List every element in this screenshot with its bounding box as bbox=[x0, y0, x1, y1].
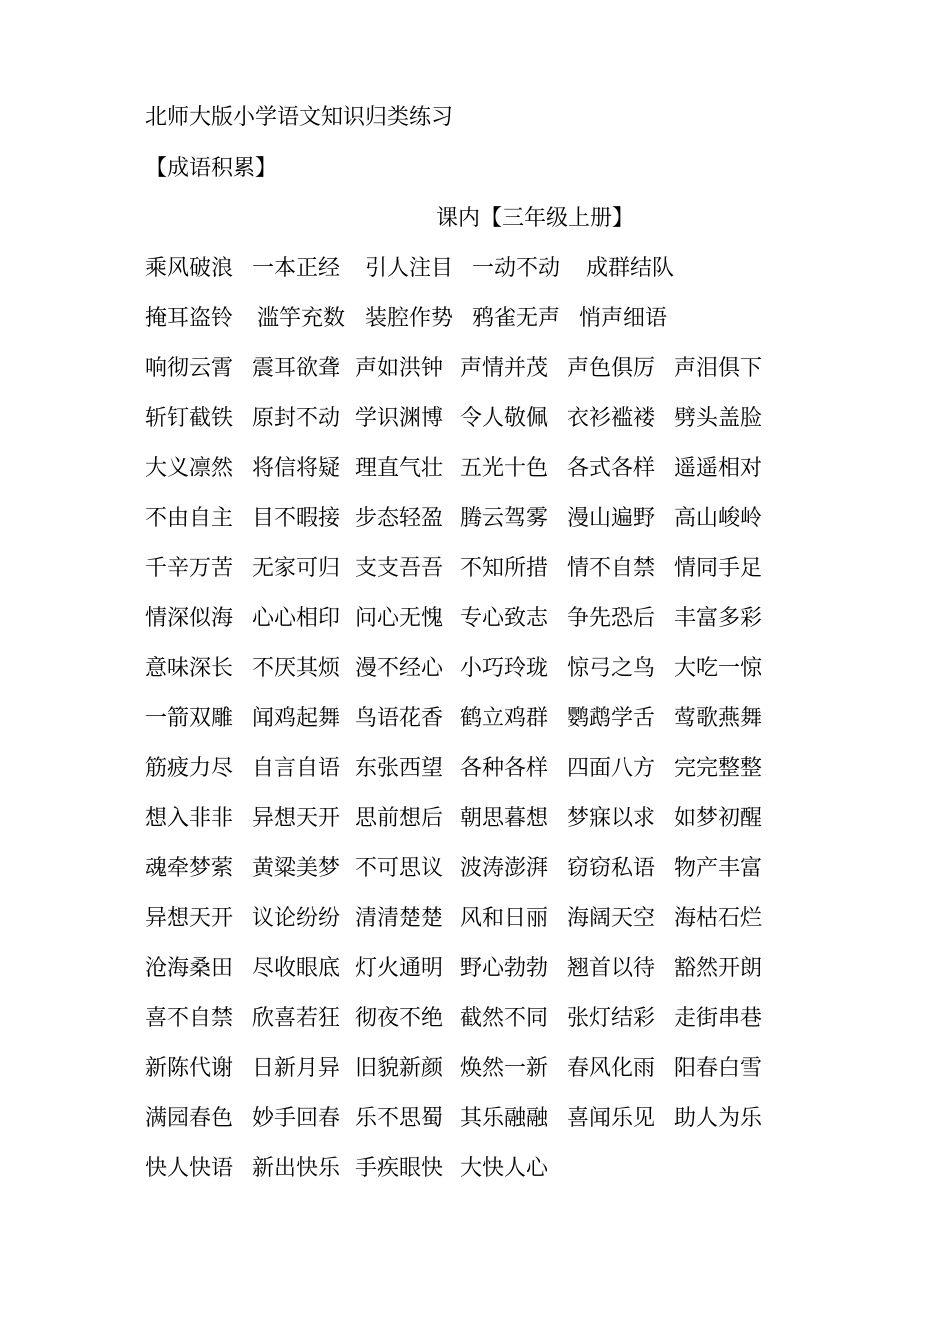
idiom-item: 喜不自禁 bbox=[145, 1006, 234, 1031]
idiom-item: 目不暇接 bbox=[252, 506, 341, 531]
idiom-item: 焕然一新 bbox=[460, 1056, 549, 1081]
idiom-item: 争先恐后 bbox=[567, 606, 656, 631]
idiom-item: 响彻云霄 bbox=[145, 356, 234, 381]
idiom-item: 梦寐以求 bbox=[567, 806, 656, 831]
idiom-row bbox=[145, 954, 825, 1004]
idiom-item: 腾云驾雾 bbox=[460, 506, 549, 531]
idiom-item: 令人敬佩 bbox=[460, 406, 549, 431]
idiom-list bbox=[145, 254, 825, 1204]
idiom-item: 其乐融融 bbox=[460, 1106, 549, 1131]
idiom-item: 大快人心 bbox=[460, 1156, 549, 1181]
idiom-row bbox=[145, 454, 825, 504]
idiom-item: 新陈代谢 bbox=[145, 1056, 234, 1081]
idiom-row bbox=[145, 1004, 825, 1054]
idiom-item: 豁然开朗 bbox=[674, 956, 763, 981]
idiom-item: 快人快语 bbox=[145, 1156, 234, 1181]
idiom-row bbox=[145, 804, 825, 854]
idiom-item: 声色俱厉 bbox=[567, 356, 656, 381]
idiom-item: 声情并茂 bbox=[460, 356, 549, 381]
idiom-item: 引人注目 bbox=[365, 256, 454, 281]
idiom-item: 尽收眼底 bbox=[252, 956, 341, 981]
idiom-item: 魂牵梦萦 bbox=[145, 856, 234, 881]
idiom-item: 小巧玲珑 bbox=[460, 656, 549, 681]
idiom-item: 掩耳盗铃 bbox=[145, 306, 234, 331]
idiom-item: 原封不动 bbox=[252, 406, 341, 431]
idiom-item: 斩钉截铁 bbox=[145, 406, 234, 431]
idiom-row bbox=[145, 304, 825, 354]
idiom-item: 不厌其烦 bbox=[252, 656, 341, 681]
idiom-item: 议论纷纷 bbox=[252, 906, 341, 931]
idiom-item: 异想天开 bbox=[252, 806, 341, 831]
idiom-item: 大义凛然 bbox=[145, 456, 234, 481]
idiom-item: 想入非非 bbox=[145, 806, 234, 831]
idiom-item: 清清楚楚 bbox=[355, 906, 444, 931]
idiom-item: 截然不同 bbox=[460, 1006, 549, 1031]
idiom-item: 新出快乐 bbox=[252, 1156, 341, 1181]
idiom-item: 问心无愧 bbox=[355, 606, 444, 631]
idiom-item: 四面八方 bbox=[567, 756, 656, 781]
idiom-item: 大吃一惊 bbox=[674, 656, 763, 681]
idiom-item: 一箭双雕 bbox=[145, 706, 234, 731]
idiom-item: 翘首以待 bbox=[567, 956, 656, 981]
idiom-row bbox=[145, 854, 825, 904]
idiom-row bbox=[145, 1054, 825, 1104]
idiom-item: 五光十色 bbox=[460, 456, 549, 481]
idiom-row bbox=[145, 1104, 825, 1154]
idiom-item: 窃窃私语 bbox=[567, 856, 656, 881]
idiom-item: 彻夜不绝 bbox=[355, 1006, 444, 1031]
idiom-item: 旧貌新颜 bbox=[355, 1056, 444, 1081]
idiom-row bbox=[145, 254, 825, 304]
idiom-item: 鹤立鸡群 bbox=[460, 706, 549, 731]
idiom-item: 阳春白雪 bbox=[674, 1056, 763, 1081]
idiom-item: 不由自主 bbox=[145, 506, 234, 531]
idiom-item: 助人为乐 bbox=[674, 1106, 763, 1131]
idiom-item: 春风化雨 bbox=[567, 1056, 656, 1081]
idiom-item: 野心勃勃 bbox=[460, 956, 549, 981]
idiom-item: 沧海桑田 bbox=[145, 956, 234, 981]
idiom-item: 日新月异 bbox=[252, 1056, 341, 1081]
idiom-item: 一本正经 bbox=[252, 256, 341, 281]
idiom-item: 莺歌燕舞 bbox=[674, 706, 763, 731]
idiom-item: 漫山遍野 bbox=[567, 506, 656, 531]
idiom-item: 灯火通明 bbox=[355, 956, 444, 981]
idiom-item: 乐不思蜀 bbox=[355, 1106, 444, 1131]
idiom-item: 悄声细语 bbox=[579, 306, 668, 331]
idiom-row bbox=[145, 704, 825, 754]
idiom-item: 张灯结彩 bbox=[567, 1006, 656, 1031]
idiom-item: 各式各样 bbox=[567, 456, 656, 481]
idiom-item: 不可思议 bbox=[355, 856, 444, 881]
idiom-item: 遥遥相对 bbox=[674, 456, 763, 481]
document-title: 北师大版小学语文知识归类练习 bbox=[145, 105, 454, 130]
idiom-item: 专心致志 bbox=[460, 606, 549, 631]
idiom-row bbox=[145, 504, 825, 554]
idiom-item: 成群结队 bbox=[586, 256, 675, 281]
idiom-item: 满园春色 bbox=[145, 1106, 234, 1131]
idiom-item: 丰富多彩 bbox=[674, 606, 763, 631]
idiom-item: 鸟语花香 bbox=[355, 706, 444, 731]
idiom-item: 妙手回春 bbox=[252, 1106, 341, 1131]
idiom-item: 喜闻乐见 bbox=[567, 1106, 656, 1131]
idiom-item: 衣衫褴褛 bbox=[567, 406, 656, 431]
idiom-item: 装腔作势 bbox=[365, 306, 454, 331]
idiom-item: 劈头盖脸 bbox=[674, 406, 763, 431]
idiom-item: 情不自禁 bbox=[567, 556, 656, 581]
idiom-item: 支支吾吾 bbox=[355, 556, 444, 581]
idiom-item: 物产丰富 bbox=[674, 856, 763, 881]
idiom-row bbox=[145, 604, 825, 654]
idiom-item: 步态轻盈 bbox=[355, 506, 444, 531]
idiom-item: 鹦鹉学舌 bbox=[567, 706, 656, 731]
idiom-item: 将信将疑 bbox=[252, 456, 341, 481]
idiom-item: 鸦雀无声 bbox=[472, 306, 561, 331]
idiom-item: 无家可归 bbox=[252, 556, 341, 581]
subsection-heading: 课内【三年级上册】 bbox=[435, 206, 634, 231]
idiom-item: 滥竽充数 bbox=[257, 306, 346, 331]
idiom-item: 海枯石烂 bbox=[674, 906, 763, 931]
idiom-item: 异想天开 bbox=[145, 906, 234, 931]
idiom-item: 完完整整 bbox=[674, 756, 763, 781]
idiom-item: 手疾眼快 bbox=[355, 1156, 444, 1181]
idiom-item: 各种各样 bbox=[460, 756, 549, 781]
idiom-row bbox=[145, 404, 825, 454]
section-heading: 【成语积累】 bbox=[145, 156, 278, 181]
idiom-item: 黄粱美梦 bbox=[252, 856, 341, 881]
idiom-item: 如梦初醒 bbox=[674, 806, 763, 831]
idiom-item: 声如洪钟 bbox=[355, 356, 444, 381]
idiom-row bbox=[145, 1154, 825, 1204]
idiom-row bbox=[145, 754, 825, 804]
idiom-item: 欣喜若狂 bbox=[252, 1006, 341, 1031]
idiom-item: 乘风破浪 bbox=[145, 256, 234, 281]
idiom-item: 震耳欲聋 bbox=[252, 356, 341, 381]
idiom-item: 惊弓之鸟 bbox=[567, 656, 656, 681]
idiom-item: 海阔天空 bbox=[567, 906, 656, 931]
idiom-item: 朝思暮想 bbox=[460, 806, 549, 831]
idiom-item: 筋疲力尽 bbox=[145, 756, 234, 781]
idiom-item: 心心相印 bbox=[252, 606, 341, 631]
idiom-item: 风和日丽 bbox=[460, 906, 549, 931]
idiom-item: 波涛澎湃 bbox=[460, 856, 549, 881]
idiom-item: 不知所措 bbox=[460, 556, 549, 581]
idiom-item: 学识渊博 bbox=[355, 406, 444, 431]
idiom-row bbox=[145, 654, 825, 704]
idiom-item: 一动不动 bbox=[472, 256, 561, 281]
idiom-item: 意味深长 bbox=[145, 656, 234, 681]
idiom-item: 高山峻岭 bbox=[674, 506, 763, 531]
idiom-item: 东张西望 bbox=[355, 756, 444, 781]
idiom-item: 声泪俱下 bbox=[674, 356, 763, 381]
idiom-row bbox=[145, 554, 825, 604]
idiom-row bbox=[145, 354, 825, 404]
idiom-item: 自言自语 bbox=[252, 756, 341, 781]
idiom-item: 思前想后 bbox=[355, 806, 444, 831]
idiom-item: 千辛万苦 bbox=[145, 556, 234, 581]
idiom-item: 情深似海 bbox=[145, 606, 234, 631]
idiom-item: 理直气壮 bbox=[355, 456, 444, 481]
idiom-item: 闻鸡起舞 bbox=[252, 706, 341, 731]
idiom-item: 情同手足 bbox=[674, 556, 763, 581]
idiom-row bbox=[145, 904, 825, 954]
idiom-item: 走街串巷 bbox=[674, 1006, 763, 1031]
idiom-item: 漫不经心 bbox=[355, 656, 444, 681]
